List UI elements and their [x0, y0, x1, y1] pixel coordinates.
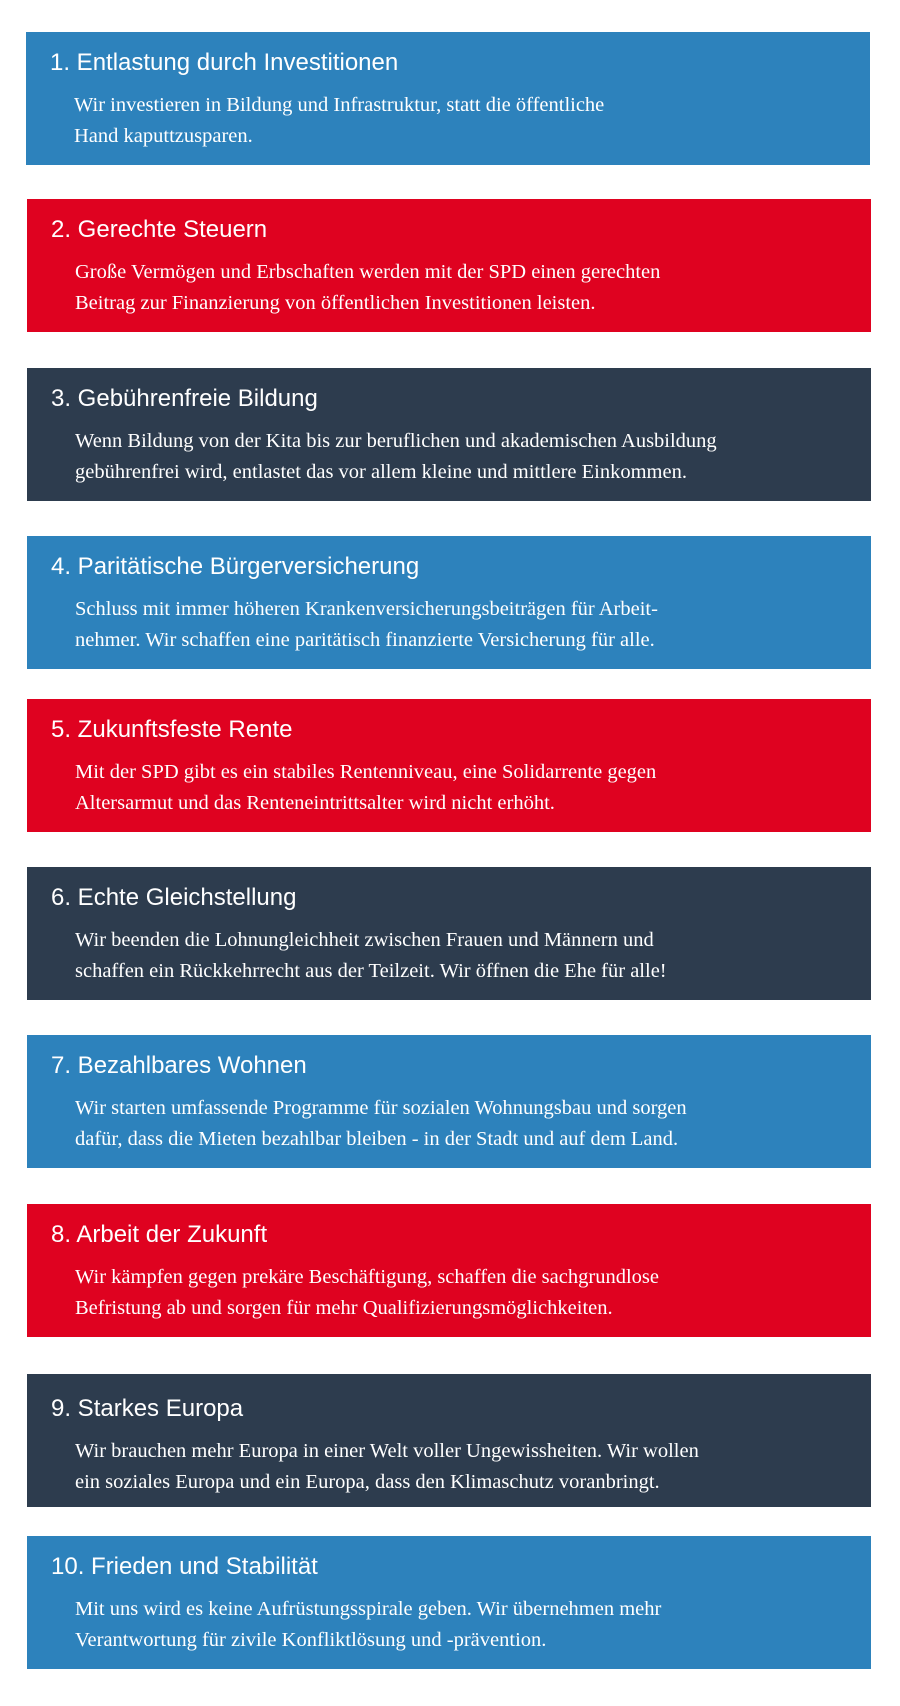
- item-title: 4. Paritätische Bürgerversicherung: [51, 553, 420, 580]
- item-text-line: Befristung ab und sorgen für mehr Qualifizierungsmöglichkeiten.: [75, 1297, 613, 1319]
- item-card-1: [26, 32, 870, 165]
- item-title: 5. Zukunftsfeste Rente: [51, 716, 293, 743]
- item-title: 10. Frieden und Stabilität: [51, 1553, 318, 1580]
- item-title: 9. Starkes Europa: [51, 1395, 244, 1422]
- item-text-line: Schluss mit immer höheren Krankenversicherungsbeiträgen für Arbeit-: [75, 598, 658, 620]
- item-text-line: Große Vermögen und Erbschaften werden mit der SPD einen gerechten: [75, 261, 661, 283]
- item-text: [75, 594, 865, 656]
- item-text-line: Mit uns wird es keine Aufrüstungsspirale geben. Wir übernehmen mehr: [75, 1598, 662, 1620]
- item-text-line: dafür, dass die Mieten bezahlbar bleiben - in der Stadt und auf dem Land.: [75, 1128, 679, 1150]
- item-card-3: [27, 368, 871, 501]
- item-title: 8. Arbeit der Zukunft: [51, 1221, 268, 1248]
- item-card-7: [27, 1035, 871, 1168]
- item-text-line: Wir kämpfen gegen prekäre Beschäftigung, schaffen die sachgrundlose: [75, 1266, 659, 1288]
- item-text: [75, 757, 865, 819]
- item-text-line: Wir beenden die Lohnungleichheit zwischen Frauen und Männern und: [75, 929, 654, 951]
- item-text: [75, 1093, 865, 1155]
- item-card-10: [27, 1536, 871, 1669]
- item-text-line: Hand kaputtzusparen.: [74, 125, 253, 147]
- item-title: 1. Entlastung durch Investitionen: [50, 49, 399, 76]
- item-text: [75, 426, 865, 488]
- item-title: 3. Gebührenfreie Bildung: [51, 385, 318, 412]
- item-card-2: [27, 199, 871, 332]
- item-text-line: Mit der SPD gibt es ein stabiles Rentenniveau, eine Solidarrente gegen: [75, 761, 657, 783]
- item-text-line: gebührenfrei wird, entlastet das vor allem kleine und mittlere Einkommen.: [75, 461, 687, 483]
- item-title: 2. Gerechte Steuern: [51, 216, 268, 243]
- item-card-5: [27, 699, 871, 832]
- item-text-line: Altersarmut und das Renteneintrittsalter wird nicht erhöht.: [75, 792, 555, 814]
- item-title: 7. Bezahlbares Wohnen: [51, 1052, 307, 1079]
- item-text: [75, 1436, 865, 1498]
- item-text-line: schaffen ein Rückkehrrecht aus der Teilzeit. Wir öffnen die Ehe für alle!: [75, 960, 667, 982]
- item-text: [75, 1262, 865, 1324]
- item-text: [75, 257, 865, 319]
- item-card-4: [27, 536, 871, 669]
- item-text-line: Wenn Bildung von der Kita bis zur beruflichen und akademischen Ausbildung: [75, 430, 717, 452]
- item-text: [74, 90, 864, 152]
- item-text-line: Wir investieren in Bildung und Infrastruktur, statt die öffentliche: [74, 94, 605, 116]
- item-card-6: [27, 867, 871, 1000]
- item-text: [75, 1594, 865, 1656]
- item-text-line: Beitrag zur Finanzierung von öffentlichen Investitionen leisten.: [75, 292, 596, 314]
- item-text-line: ein soziales Europa und ein Europa, dass den Klimaschutz voranbringt.: [75, 1471, 660, 1493]
- item-title: 6. Echte Gleichstellung: [51, 884, 297, 911]
- item-text-line: Verantwortung für zivile Konfliktlösung und -prävention.: [75, 1629, 547, 1651]
- item-text-line: nehmer. Wir schaffen eine paritätisch finanzierte Versicherung für alle.: [75, 629, 655, 651]
- item-text: [75, 925, 865, 987]
- item-card-9: [27, 1374, 871, 1507]
- item-card-8: [27, 1204, 871, 1337]
- item-text-line: Wir starten umfassende Programme für sozialen Wohnungsbau und sorgen: [75, 1097, 687, 1119]
- item-text-line: Wir brauchen mehr Europa in einer Welt voller Ungewissheiten. Wir wollen: [75, 1440, 699, 1462]
